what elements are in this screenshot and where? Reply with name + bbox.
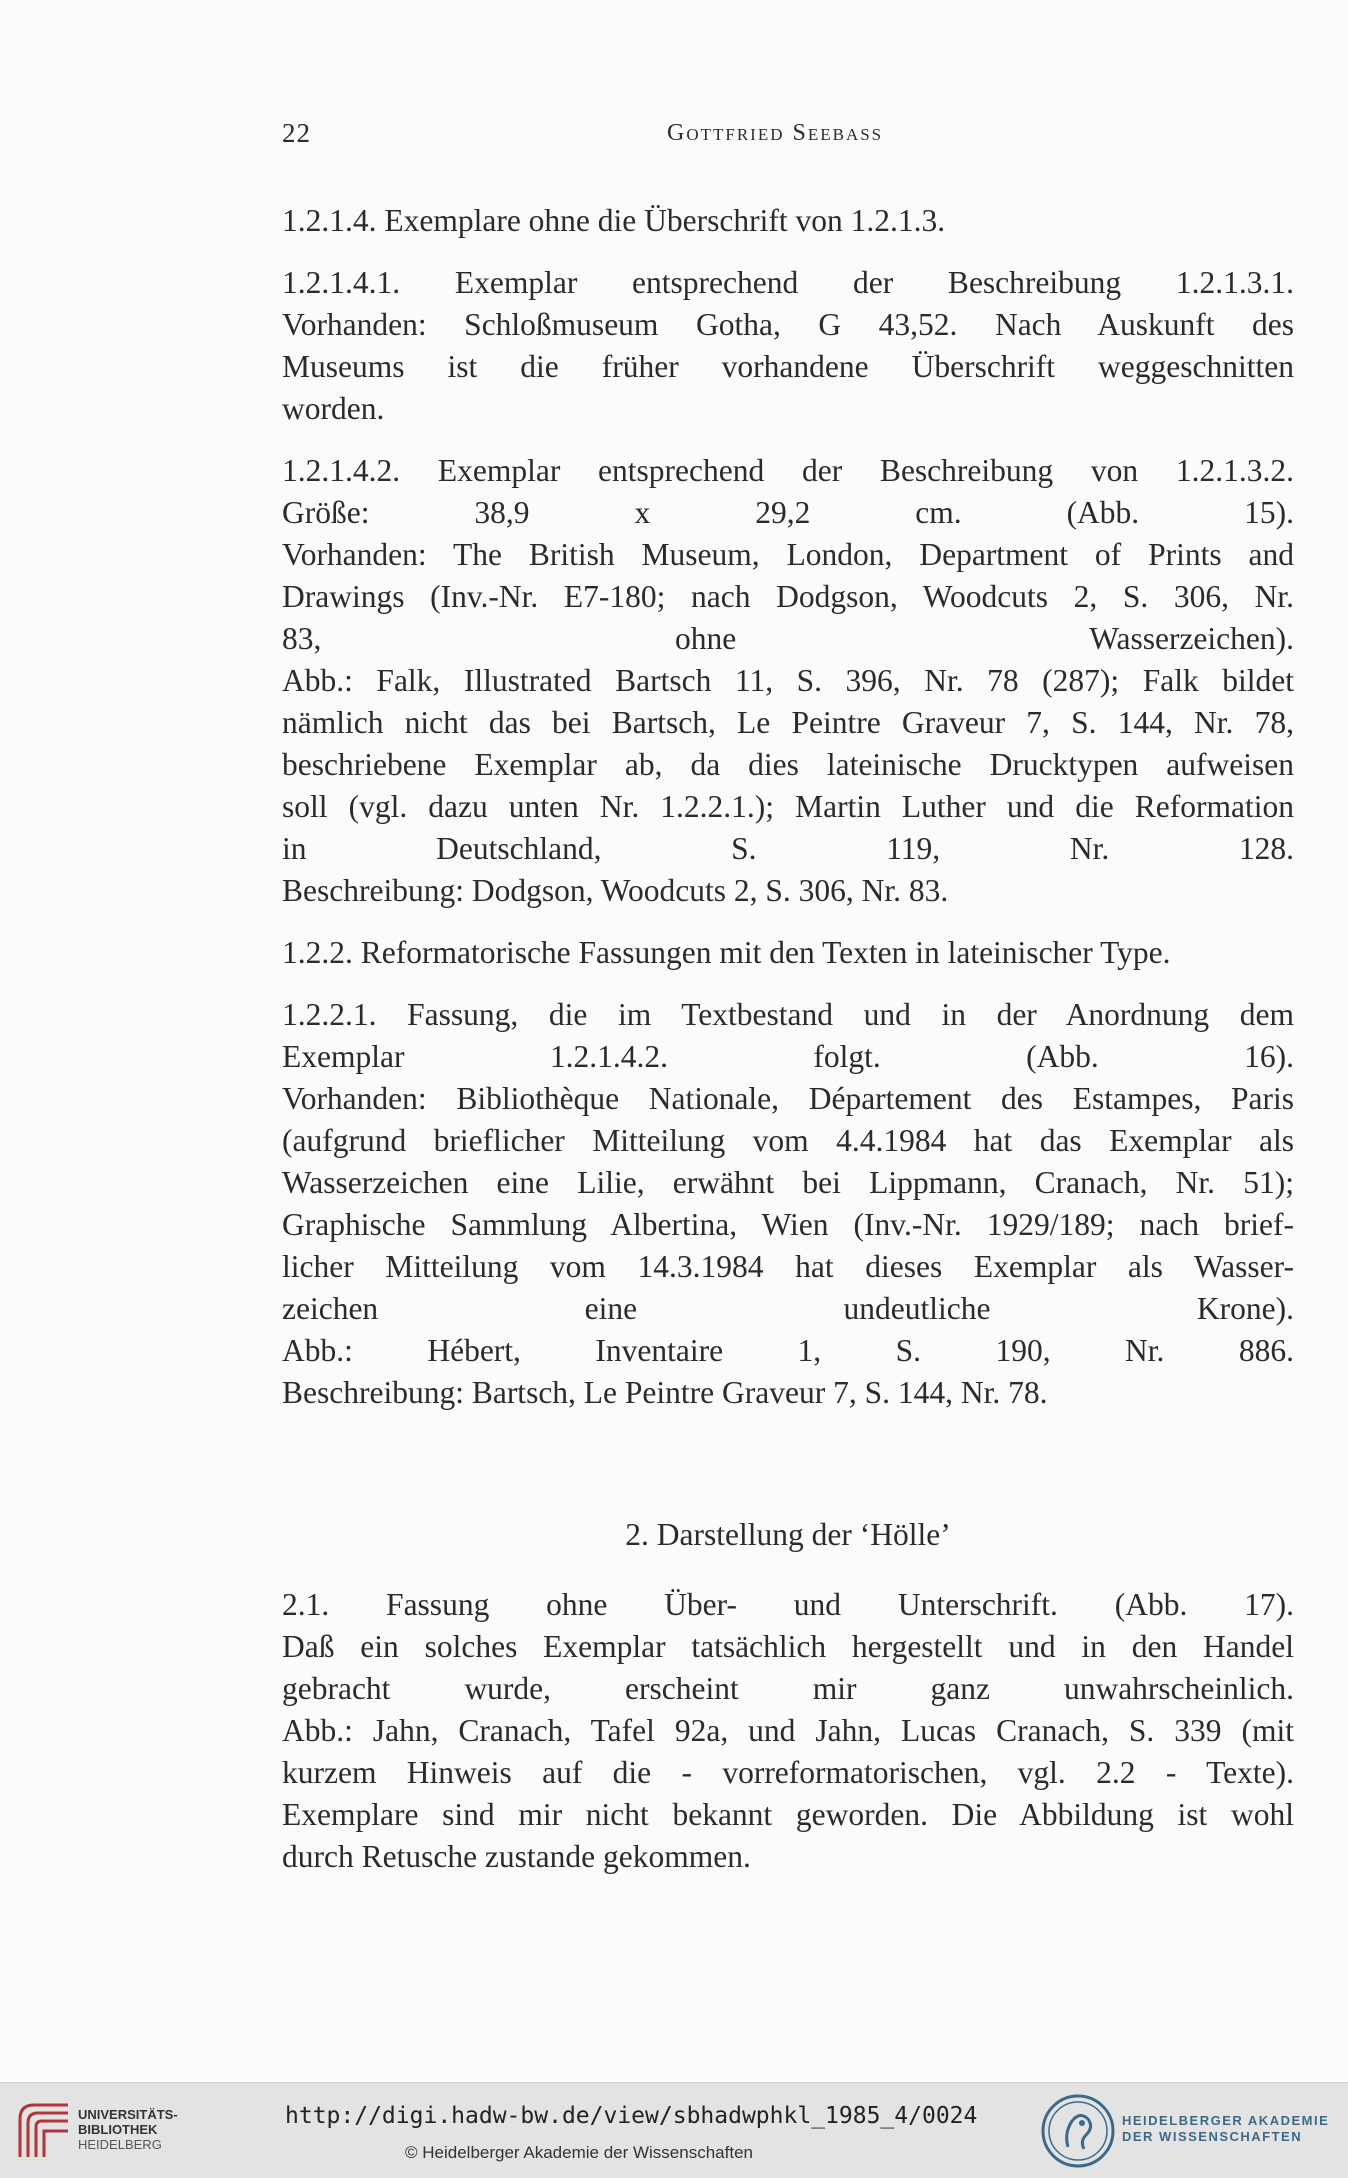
text-line: Beschreibung: Dodgson, Woodcuts 2, S. 306, Nr. 83. [282, 873, 949, 908]
footer-bar [0, 2082, 1348, 2178]
entries [282, 200, 1294, 1414]
library-line: UNIVERSITÄTS- [78, 2107, 178, 2122]
paragraph [282, 262, 1294, 430]
page-body [282, 200, 1294, 1898]
library-line: BIBLIOTHEK [78, 2122, 158, 2137]
page-header [282, 118, 1298, 162]
text-line: licher Mitteilung vom 14.3.1984 hat dieses Exemplar als Wasser- [282, 1249, 1294, 1284]
library-name [78, 2107, 178, 2152]
text-line: Wasserzeichen eine Lilie, erwähnt bei Lippmann, Cranach, Nr. 51); [282, 1165, 1294, 1200]
text-line: soll (vgl. dazu unten Nr. 1.2.2.1.); Martin Luther und die Reformation [282, 789, 1294, 824]
text-line: Vorhanden: Schloßmuseum Gotha, G 43,52. Nach Auskunft des [282, 307, 1294, 342]
text-line: Museums ist die früher vorhandene Überschrift weggeschnitten [282, 349, 1294, 384]
text-line: in Deutschland, S. 119, Nr. 128. [282, 831, 1294, 866]
text-line: Größe: 38,9 x 29,2 cm. (Abb. 15). [282, 495, 1294, 530]
text-line: (aufgrund brieflicher Mitteilung vom 4.4.1984 hat das Exemplar als [282, 1123, 1294, 1158]
hawk-seal-icon [1040, 2093, 1116, 2169]
section-entries [282, 1584, 1294, 1878]
permalink-url[interactable]: http://digi.hadw-bw.de/view/sbhadwphkl_1985_4/0024 [285, 2103, 978, 2129]
academy-name [1122, 2113, 1329, 2145]
paragraph [282, 994, 1294, 1414]
paragraph [282, 932, 1294, 974]
academy-line: HEIDELBERGER AKADEMIE [1122, 2113, 1330, 2128]
text-line: Beschreibung: Bartsch, Le Peintre Graveur 7, S. 144, Nr. 78. [282, 1375, 1048, 1410]
text-line: Daß ein solches Exemplar tatsächlich hergestellt und in den Handel [282, 1629, 1294, 1664]
text-line: Vorhanden: Bibliothèque Nationale, Département des Estampes, Paris [282, 1081, 1294, 1116]
text-line: durch Retusche zustande gekommen. [282, 1839, 751, 1874]
text-line: Abb.: Jahn, Cranach, Tafel 92a, und Jahn, Lucas Cranach, S. 339 (mit [282, 1713, 1294, 1748]
text-line: nämlich nicht das bei Bartsch, Le Peintre Graveur 7, S. 144, Nr. 78, [282, 705, 1294, 740]
text-line: Exemplar 1.2.1.4.2. folgt. (Abb. 16). [282, 1039, 1294, 1074]
text-line: 1.2.1.4.2. Exemplar entsprechend der Beschreibung von 1.2.1.3.2. [282, 453, 1294, 488]
text-line: zeichen eine undeutliche Krone). [282, 1291, 1294, 1326]
ub-heidelberg-logo-icon [14, 2099, 74, 2161]
text-line: Graphische Sammlung Albertina, Wien (Inv.-Nr. 1929/189; nach brief- [282, 1207, 1294, 1242]
page-number: 22 [282, 118, 311, 148]
text-line: beschriebene Exemplar ab, da dies lateinische Drucktypen aufweisen [282, 747, 1294, 782]
copyright-notice: © Heidelberger Akademie der Wissenschaften [405, 2143, 753, 2162]
academy-line: DER WISSENSCHAFTEN [1122, 2129, 1303, 2144]
text-line: gebracht wurde, erscheint mir ganz unwahrscheinlich. [282, 1671, 1294, 1706]
running-title: Gottfried Seebass [667, 120, 884, 146]
paragraph [282, 200, 1294, 242]
library-line: HEIDELBERG [78, 2137, 162, 2152]
text-line: worden. [282, 391, 385, 426]
text-line: 1.2.2. Reformatorische Fassungen mit den Texten in lateinischer Type. [282, 935, 1171, 970]
text-line: Exemplare sind mir nicht bekannt geworden. Die Abbildung ist wohl [282, 1797, 1294, 1832]
text-line: 1.2.1.4.1. Exemplar entsprechend der Beschreibung 1.2.1.3.1. [282, 265, 1294, 300]
text-line: Abb.: Falk, Illustrated Bartsch 11, S. 396, Nr. 78 (287); Falk bildet [282, 663, 1294, 698]
text-line: Drawings (Inv.-Nr. E7-180; nach Dodgson, Woodcuts 2, S. 306, Nr. [282, 579, 1294, 614]
text-line: 1.2.2.1. Fassung, die im Textbestand und in der Anordnung dem [282, 997, 1294, 1032]
text-line: 83, ohne Wasserzeichen). [282, 621, 1294, 656]
text-line: kurzem Hinweis auf die - vorreformatorischen, vgl. 2.2 - Texte). [282, 1755, 1294, 1790]
text-line: Vorhanden: The British Museum, London, Department of Prints and [282, 537, 1294, 572]
text-line: 2.1. Fassung ohne Über- und Unterschrift. (Abb. 17). [282, 1587, 1294, 1622]
text-line: Abb.: Hébert, Inventaire 1, S. 190, Nr. 886. [282, 1333, 1294, 1368]
section-heading: 2. Darstellung der ‘Hölle’ [625, 1517, 951, 1552]
text-line: 1.2.1.4. Exemplare ohne die Überschrift von 1.2.1.3. [282, 203, 946, 238]
paragraph [282, 450, 1294, 912]
paragraph [282, 1584, 1294, 1878]
